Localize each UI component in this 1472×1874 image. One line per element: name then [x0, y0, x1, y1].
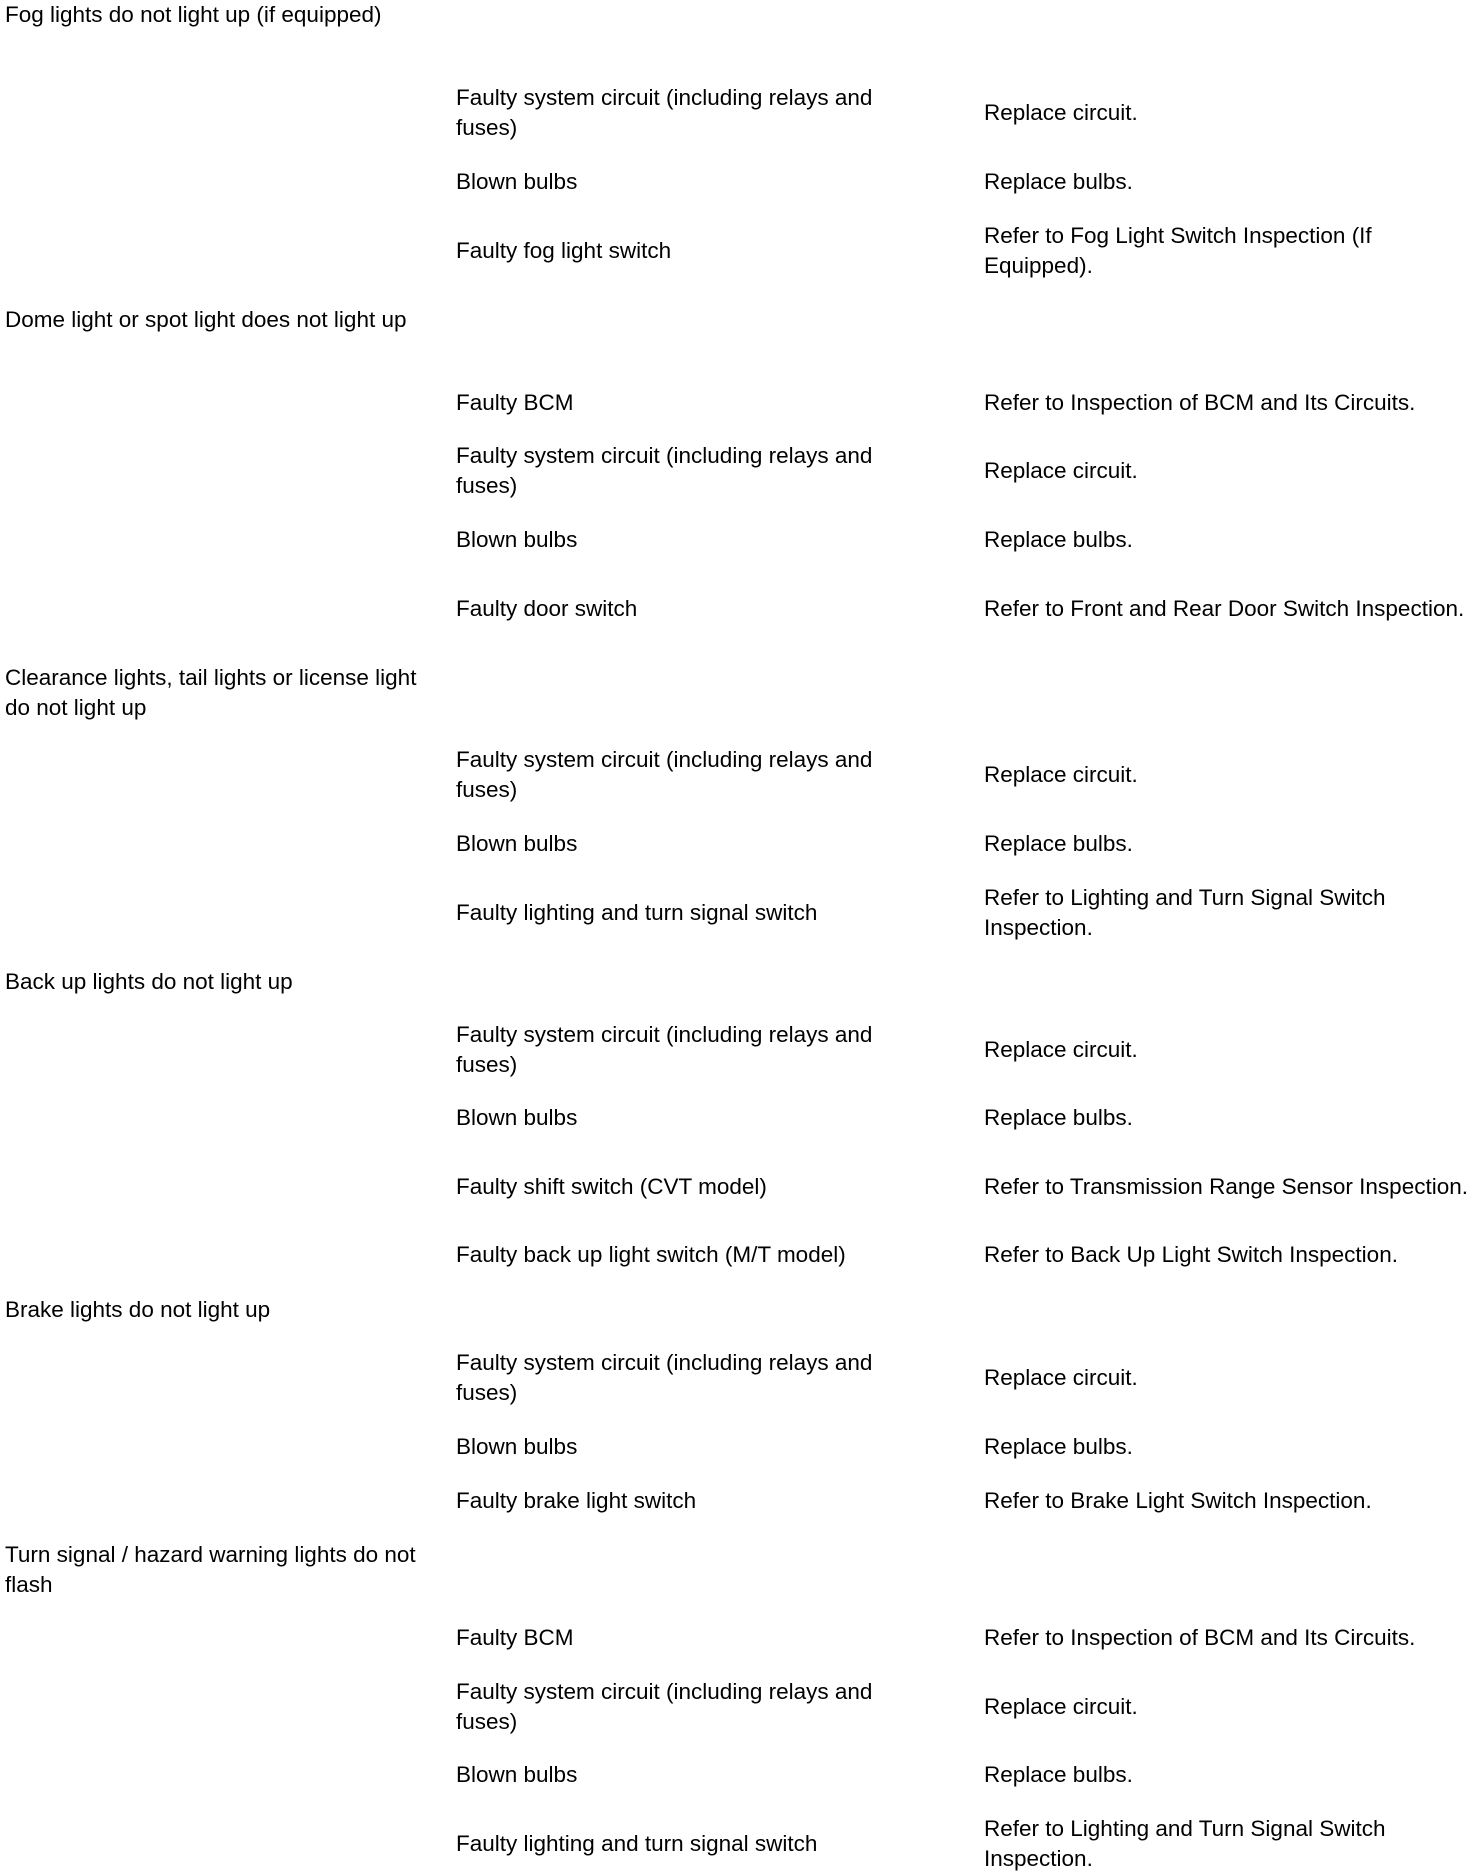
remedy-cell — [984, 1677, 1470, 1737]
cause-text: Faulty BCM — [456, 390, 574, 415]
symptom-cell: Turn signal / hazard warning lights do not flash — [5, 1542, 416, 1597]
cause-text: Faulty system circuit (including relays and fuses) — [456, 747, 873, 802]
cause-cell — [456, 1486, 936, 1516]
symptom-cell: Brake lights do not light up — [5, 1297, 271, 1322]
cause-text: Blown bulbs — [456, 1105, 578, 1130]
remedy-cell — [984, 579, 1470, 639]
cause-cell — [456, 1020, 936, 1080]
remedy-cell — [984, 1157, 1470, 1217]
remedy-text: Replace circuit. — [984, 1037, 1138, 1062]
remedy-text: Replace bulbs. — [984, 831, 1133, 856]
cause-text: Faulty BCM — [456, 1625, 574, 1650]
cause-cell — [456, 1760, 936, 1790]
cause-cell — [456, 221, 936, 281]
remedy-text: Replace circuit. — [984, 458, 1138, 483]
remedy-cell — [984, 83, 1470, 143]
remedy-cell — [984, 745, 1470, 805]
cause-text: Blown bulbs — [456, 831, 578, 856]
cause-text: Faulty lighting and turn signal switch — [456, 900, 818, 925]
cause-text: Blown bulbs — [456, 1434, 578, 1459]
remedy-text: Refer to Lighting and Turn Signal Switch Inspection. — [984, 1816, 1386, 1871]
remedy-text: Refer to Front and Rear Door Switch Inspection. — [984, 596, 1465, 621]
cause-cell — [456, 1677, 936, 1737]
cause-text: Faulty lighting and turn signal switch — [456, 1831, 818, 1856]
cause-text: Faulty door switch — [456, 596, 638, 621]
cause-text: Faulty system circuit (including relays and fuses) — [456, 85, 873, 140]
remedy-cell — [984, 1814, 1470, 1874]
cause-text: Faulty system circuit (including relays and fuses) — [456, 1350, 873, 1405]
remedy-cell — [984, 525, 1470, 555]
remedy-cell — [984, 829, 1470, 859]
cause-cell — [456, 1157, 936, 1217]
cause-cell — [456, 441, 936, 501]
remedy-cell — [984, 221, 1470, 281]
remedy-cell — [984, 1432, 1470, 1462]
remedy-cell — [984, 1348, 1470, 1408]
remedy-text: Refer to Inspection of BCM and Its Circuits. — [984, 390, 1416, 415]
cause-text: Blown bulbs — [456, 169, 578, 194]
remedy-cell — [984, 1486, 1470, 1516]
remedy-text: Refer to Inspection of BCM and Its Circuits. — [984, 1625, 1416, 1650]
cause-cell — [456, 1432, 936, 1462]
remedy-text: Replace circuit. — [984, 762, 1138, 787]
cause-cell — [456, 388, 936, 418]
cause-text: Faulty fog light switch — [456, 238, 672, 263]
cause-cell — [456, 1348, 936, 1408]
cause-cell — [456, 579, 936, 639]
cause-cell — [456, 1240, 936, 1270]
remedy-text: Replace circuit. — [984, 1694, 1138, 1719]
cause-text: Faulty back up light switch (M/T model) — [456, 1242, 846, 1267]
cause-text: Faulty system circuit (including relays and fuses) — [456, 443, 873, 498]
cause-cell — [456, 167, 936, 197]
cause-cell — [456, 525, 936, 555]
cause-cell — [456, 883, 936, 943]
remedy-cell — [984, 1103, 1470, 1133]
cause-cell — [456, 1814, 936, 1874]
remedy-text: Replace circuit. — [984, 100, 1138, 125]
remedy-text: Replace circuit. — [984, 1365, 1138, 1390]
cause-cell — [456, 1103, 936, 1133]
remedy-cell — [984, 1020, 1470, 1080]
remedy-text: Refer to Fog Light Switch Inspection (If Equipped). — [984, 223, 1372, 278]
remedy-text: Replace bulbs. — [984, 1762, 1133, 1787]
cause-cell — [456, 1623, 936, 1653]
symptom-cell: Clearance lights, tail lights or license light do not light up — [5, 665, 417, 720]
cause-text: Faulty system circuit (including relays and fuses) — [456, 1022, 873, 1077]
remedy-cell — [984, 167, 1470, 197]
cause-text: Blown bulbs — [456, 1762, 578, 1787]
remedy-text: Replace bulbs. — [984, 527, 1133, 552]
remedy-text: Refer to Lighting and Turn Signal Switch Inspection. — [984, 885, 1386, 940]
cause-cell — [456, 745, 936, 805]
remedy-text: Replace bulbs. — [984, 1434, 1133, 1459]
remedy-text: Refer to Brake Light Switch Inspection. — [984, 1488, 1372, 1513]
remedy-cell — [984, 1623, 1470, 1653]
remedy-cell — [984, 1760, 1470, 1790]
cause-text: Faulty brake light switch — [456, 1488, 697, 1513]
cause-text: Faulty system circuit (including relays and fuses) — [456, 1679, 873, 1734]
remedy-cell — [984, 441, 1470, 501]
symptom-cell: Fog lights do not light up (if equipped) — [5, 2, 382, 27]
cause-text: Faulty shift switch (CVT model) — [456, 1174, 767, 1199]
remedy-text: Refer to Transmission Range Sensor Inspection. — [984, 1174, 1468, 1199]
remedy-cell — [984, 883, 1470, 943]
cause-text: Blown bulbs — [456, 527, 578, 552]
symptom-cell: Back up lights do not light up — [5, 969, 293, 994]
cause-cell — [456, 83, 936, 143]
remedy-text: Replace bulbs. — [984, 1105, 1133, 1130]
remedy-cell — [984, 388, 1470, 418]
cause-cell — [456, 829, 936, 859]
remedy-text: Refer to Back Up Light Switch Inspection. — [984, 1242, 1398, 1267]
symptom-cell: Dome light or spot light does not light up — [5, 307, 407, 332]
remedy-cell — [984, 1240, 1470, 1270]
remedy-text: Replace bulbs. — [984, 169, 1133, 194]
